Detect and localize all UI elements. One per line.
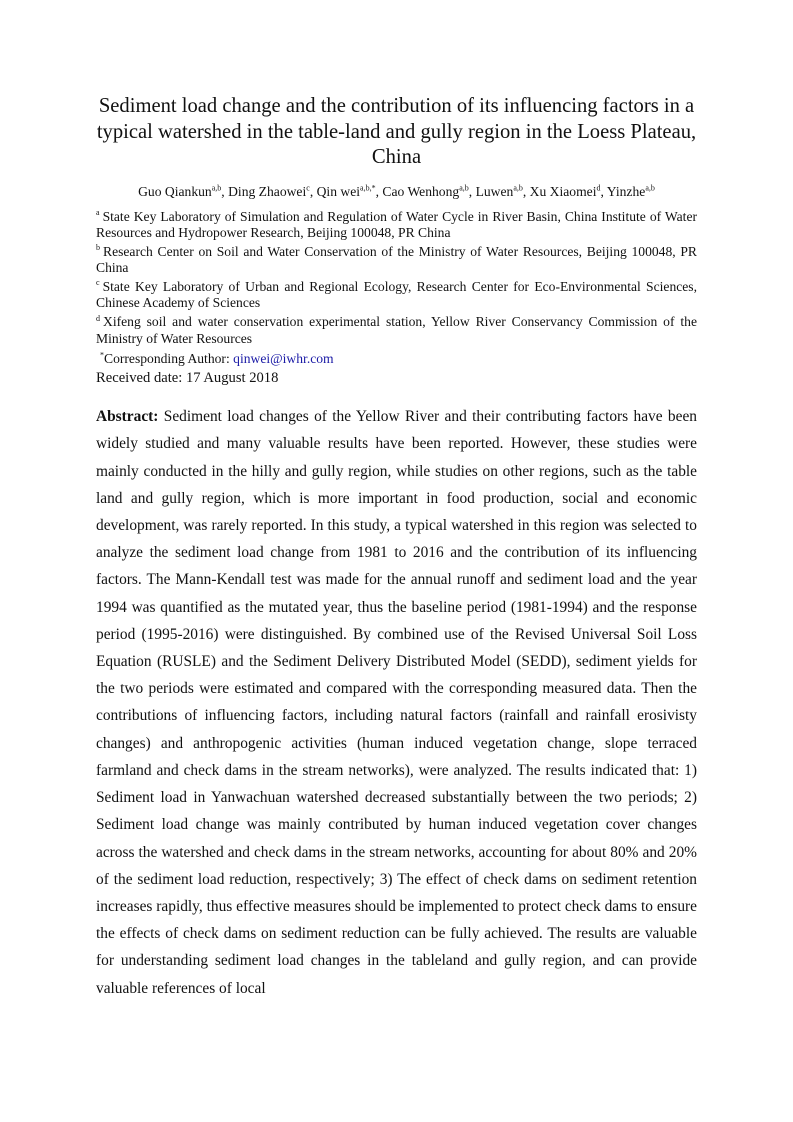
- author-list: Guo Qiankun$^{a,b}$, Ding Zhaowei$^c$, Qin wei$^{a,b,*}$, Cao Wenhong$^{a,b}$, Luwen$^{a,b}$, Xu Xiaomei$^d$, Yinzhe$^{a,b}$: [138, 182, 655, 199]
- paper-title: Sediment load change and the contribution of its influencing factors in a typical watershed in the table-land and gully region in the Loess Plateau, China: [96, 95, 697, 168]
- author: Ding Zhaowei$^c$: [228, 182, 310, 199]
- abstract-text: Sediment load changes of the Yellow River and their contributing factors have been widely studied and many valuable results have been reported. However, these studies were mainly conducted in the hilly and gully region, while studies on other regions, such as the table land and gully region, which is more important in food production, social and economic development, was rarely reported. In this study, a typical watershed in this region was selected to analyze the sediment load change from 1981 to 2016 and the contribution of its influencing factors. The Mann-Kendall test was made for the annual runoff and sediment load and the year 1994 was quantified as the mutated year, thus the baseline period (1981-1994) and the response period (1995-2016) were distinguished. By combined use of the Revised Universal Soil Loss Equation (RUSLE) and the Sediment Delivery Distributed Model (SEDD), sediment yields for the two periods were estimated and compared with the corresponding measured data. Then the contributions of influencing factors, including natural factors (rainfall and rainfall erosivisty changes) and anthropogenic activities (human induced vegetation change, slope terraced farmland and check dams in the stream networks), were analyzed. The results indicated that: 1) Sediment load in Yanwachuan watershed decreased substantially between the two periods; 2) Sediment load change was mainly contributed by human induced vegetation cover changes across the watershed and check dams in the stream networks, accounting for about 80% and 20% of the sediment load reduction, respectively; 3) The effect of check dams on sediment retention increases rapidly, thus effective measures should be implemented to protect check dams to ensure the effects of check dams on sediment reduction can be fully achieved. The results are valuable for understanding sediment load changes in the tableland and gully region, and can provide valuable references of local: [96, 408, 697, 997]
- author: Cao Wenhong$^{a,b}$: [382, 182, 469, 199]
- author: Luwen$^{a,b}$: [475, 182, 523, 199]
- paper-page: [96, 94, 697, 1002]
- abstract: [96, 403, 697, 1001]
- abstract-label: Abstract:: [96, 408, 159, 426]
- affiliation-item: $^a$ State Key Laboratory of Simulation and Regulation of Water Cycle in River Basin, China Institute of Water Resources and Hydropower Research, Beijing 100048, PR China: [96, 207, 697, 241]
- affiliation-item: $^c$ State Key Laboratory of Urban and Regional Ecology, Research Center for Eco-Environmental Sciences, Chinese Academy of Sciences: [96, 278, 697, 311]
- corresponding-author: *Corresponding Author: qinwei@iwhr.com: [100, 350, 334, 367]
- author: Yinzhe$^{a,b}$: [606, 182, 655, 199]
- received-date: Received date: 17 August 2018: [96, 370, 279, 387]
- affiliation-list: [96, 209, 697, 348]
- author: Qin wei$^{a,b,*}$: [316, 182, 376, 199]
- author: Guo Qiankun$^{a,b}$: [138, 182, 222, 199]
- email-link[interactable]: qinwei@iwhr.com: [233, 351, 334, 367]
- affiliation-item: $^d$ Xifeng soil and water conservation experimental station, Yellow River Conservancy Commission of the Ministry of Water Resources: [96, 313, 697, 346]
- author: Xu Xiaomei$^d$: [529, 182, 601, 199]
- affiliation-item: $^b$ Research Center on Soil and Water Conservation of the Ministry of Water Resources, Beijing 100048, PR China: [96, 243, 697, 276]
